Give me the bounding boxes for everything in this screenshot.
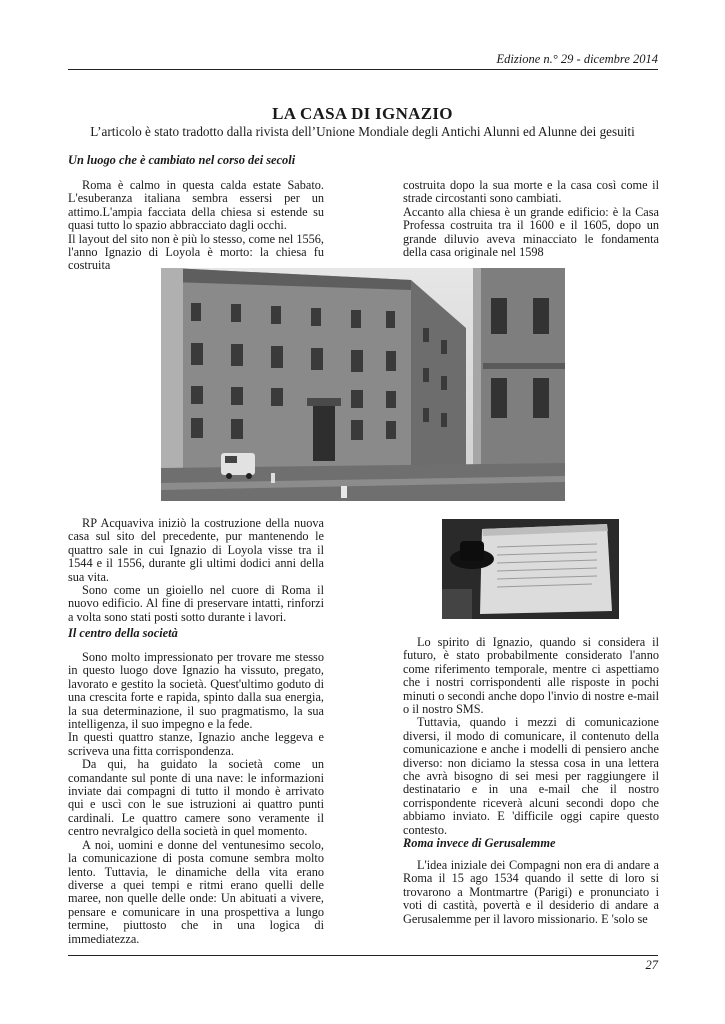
right-column-text [403, 636, 659, 837]
paragraph: L'idea iniziale dei Compagni non era di andare a Roma il 15 ago 1534 quando il sette di loro si trovarono a Montmartre (Parigi) e pronunciato i voti di castità, povertà e il desiderio di andare a Gerusalemme per il lavoro missionario. E 'solo se [403, 858, 659, 926]
page-number: 27 [645, 958, 658, 972]
paragraph: Roma è calmo in questa calda estate Sabato. L'esuberanza italiana sembra essersi per un attimo.L'ampia facciata della chiesa si estende su quasi tutto lo spazio abbracciato dagli occhi. [68, 178, 324, 233]
header-rule [68, 69, 658, 70]
footer-rule [68, 955, 658, 956]
section3-text [403, 859, 659, 926]
paragraph: Sono come un gioiello nel cuore di Roma il nuovo edificio. Al fine di preservare intatti, rinforzi a volta sono stati posti sotto durante i lavori. [68, 583, 324, 624]
paragraph: A noi, uomini e donne del ventunesimo secolo, la comunicazione di posta comune sembra molto lento. Tuttavia, le dinamiche della vita erano diverse a quei tempi e ritmi erano quelli delle maree, non quelle delle onde: Un abituati a vivere, pensare e comunicare in una prospettiva a lungo termine, piuttosto che in una logica di immediatezza. [68, 837, 324, 946]
edition-header: Edizione n.° 29 - dicembre 2014 [496, 52, 658, 66]
section1-right-text [403, 179, 659, 259]
plaque-photo [442, 519, 619, 619]
article-title: LA CASA DI IGNAZIO [272, 104, 453, 123]
paragraph: Da qui, ha guidato la società come un comandante sul ponte di una nave: le informazioni inviate dai compagni di tutto il mondo è arrivato qui e uscì con le sue istruzioni ai quattro punti cardinali. Le quattro camere sono veramente il centro nevralgico della società in quel momento. [68, 757, 324, 839]
section-heading-roma: Roma invece di Gerusalemme [403, 836, 556, 850]
paragraph: Il layout del sito non è più lo stesso, come nel 1556, l'anno Ignazio di Loyola è morto: la chiesa fu costruita [68, 231, 324, 273]
section-heading-centro: Il centro della società [68, 626, 178, 640]
section-heading-luogo: Un luogo che è cambiato nel corso dei secoli [68, 153, 296, 167]
paragraph: In questi quattro stanze, Ignazio anche leggeva e scriveva una fitta corrispondenza. [68, 730, 324, 758]
article-subtitle: L’articolo è stato tradotto dalla rivista dell’Unione Mondiale degli Antichi Alunni ed Alunne dei gesuiti [90, 124, 635, 139]
paragraph: costruita dopo la sua morte e la casa così come il strade circostanti sono cambiati. [403, 178, 659, 206]
section2-left-text [68, 651, 324, 946]
paragraph: RP Acquaviva iniziò la costruzione della nuova casa sul sito del precedente, pur mantenendo le quattro sale in cui Ignazio di Loyola visse tra il 1544 e il 1556, durante gli ultimi dodici anni della sua vita. [68, 516, 324, 584]
section1-left-text [68, 179, 324, 273]
paragraph: Tuttavia, quando i mezzi di comunicazione diversi, il modo di comunicare, il contenuto della comunicazione e anche i modelli di pensiero anche diverso: non diciamo la stessa cosa in una lettera che avrà bisogno di sei mesi per raggiungere il destinatario e in una e-mail che il nostro corrispondente riceverà alcuni secondi dopo che abbiamo inviato. E 'difficile oggi capire questo contesto. [403, 715, 659, 837]
plaque-image [442, 519, 619, 619]
casa-professa-photo [161, 268, 565, 501]
paragraph: Accanto alla chiesa è un grande edificio: è la Casa Professa costruita tra il 1600 e il 1605, dopo un grande diluvio aveva minacciato le fondamenta della casa originale nel 1598 [403, 204, 659, 260]
building-street-image [161, 268, 565, 501]
middle-left-text [68, 517, 324, 624]
paragraph: Lo spirito di Ignazio, quando si considera il futuro, è stato probabilmente considerato l'anno come riferimento temporale, mentre ci aspettiamo che i nostri corrispondenti alle risposte in pochi minuti o secondi anche dopo l'invio di nostre e-mail o il nostro SMS. [403, 635, 659, 717]
paragraph: Sono molto impressionato per trovare me stesso in questo luogo dove Ignazio ha vissuto, pregato, lavorato e gestito la società. Quest'ultimo goduto di una crescita forte e rapida, spinto dalla sua energia, la sua determinazione, il suo pragmatismo, la sua intelligenza, il suo impegno e la fede. [68, 650, 324, 732]
